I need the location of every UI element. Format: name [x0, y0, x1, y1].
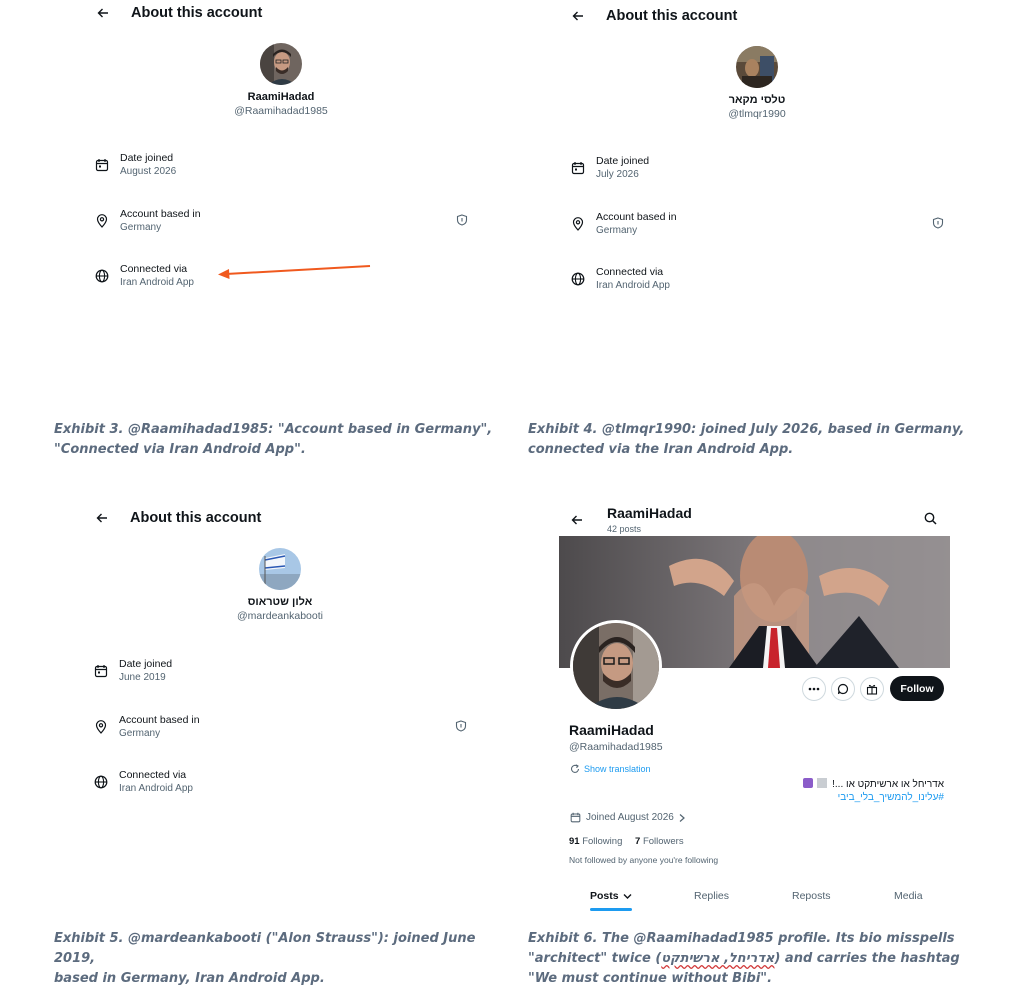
caption-line: based in Germany, Iran Android App. — [54, 971, 325, 986]
caption-line: connected via the Iran Android App. — [528, 442, 794, 457]
user-handle: @Raamihadad1985 — [234, 105, 328, 117]
based-in-label: Account based in — [119, 714, 200, 726]
location-pin-icon — [94, 720, 108, 734]
posts-count: 42 posts — [607, 524, 642, 534]
active-tab-indicator — [590, 908, 632, 911]
exhibit-5-panel — [0, 500, 512, 986]
exhibit-6-panel — [512, 500, 1024, 996]
joined-date — [570, 812, 686, 823]
chevron-right-icon[interactable] — [678, 813, 686, 823]
show-translation-link[interactable] — [570, 764, 651, 774]
date-joined-value: July 2026 — [596, 169, 639, 180]
caption-line: Exhibit 4. @tlmqr1990: joined July 2026, based in Germany, — [528, 422, 965, 437]
page-title: About this account — [606, 8, 738, 24]
page-title: About this account — [131, 5, 263, 21]
avatar — [260, 43, 302, 85]
calendar-icon — [94, 664, 108, 678]
profile-handle: @Raamihadad1985 — [569, 741, 663, 753]
about-header — [95, 510, 261, 526]
based-in-value: Germany — [120, 222, 162, 233]
chat-bubble-icon — [837, 683, 849, 695]
caption-line: Exhibit 6. The @Raamihadad1985 profile. Its bio misspells — [528, 931, 955, 946]
tab-posts[interactable] — [590, 890, 632, 902]
based-in-label: Account based in — [120, 208, 201, 220]
exhibit-6-caption — [528, 929, 1018, 989]
based-in-row — [94, 714, 200, 740]
location-pin-icon — [571, 217, 585, 231]
message-button[interactable] — [831, 677, 855, 701]
followers-count[interactable]: 7 — [635, 836, 641, 847]
connected-via-label: Connected via — [120, 263, 188, 275]
globe-icon — [94, 775, 108, 789]
back-arrow-icon[interactable] — [95, 511, 109, 525]
show-translation-label: Show translation — [584, 764, 651, 774]
following-label[interactable]: Following — [582, 836, 623, 847]
back-arrow-icon[interactable] — [571, 9, 585, 23]
user-handle: @tlmqr1990 — [728, 108, 786, 120]
follow-button[interactable]: Follow — [890, 676, 944, 701]
date-joined-value: June 2019 — [119, 672, 166, 683]
search-icon[interactable] — [924, 512, 937, 525]
based-in-value: Germany — [596, 225, 638, 236]
annotation-arrow-icon — [214, 262, 374, 282]
profile-display-name: RaamiHadad — [569, 722, 654, 738]
based-in-label: Account based in — [596, 211, 677, 223]
chevron-down-icon — [623, 893, 632, 900]
based-in-row — [571, 211, 677, 237]
display-name: RaamiHadad — [247, 91, 315, 103]
connected-via-value: Iran Android App — [120, 277, 194, 288]
gift-button[interactable] — [860, 677, 884, 701]
connected-via-row — [95, 263, 194, 289]
based-in-row — [95, 208, 201, 234]
connected-via-row — [94, 769, 193, 795]
shield-info-icon[interactable] — [456, 214, 468, 226]
exhibit-5-caption — [54, 929, 512, 989]
caption-fragment: ) and carries the hashtag — [774, 951, 960, 966]
date-joined-row — [95, 152, 176, 178]
not-followed-note: Not followed by anyone you're following — [569, 855, 719, 865]
caption-line: "We must continue without Bibi". — [528, 971, 773, 986]
page-title: About this account — [130, 510, 262, 526]
exhibit-3-caption — [54, 420, 492, 460]
gift-icon — [866, 683, 878, 695]
calendar-icon — [570, 812, 581, 823]
profile-avatar — [570, 620, 662, 712]
location-pin-icon — [95, 214, 109, 228]
globe-icon — [95, 269, 109, 283]
display-name: טלסי מקאר — [728, 94, 786, 106]
followers-label[interactable]: Followers — [642, 836, 684, 847]
follow-stats — [569, 836, 684, 847]
connected-via-row — [571, 266, 670, 292]
exhibit-4-panel — [512, 0, 1024, 470]
shield-info-icon[interactable] — [455, 720, 467, 732]
tab-replies[interactable]: Replies — [694, 890, 730, 902]
date-joined-row — [571, 155, 649, 181]
date-joined-row — [94, 658, 172, 684]
tab-media[interactable]: Media — [894, 890, 923, 902]
date-joined-label: Date joined — [596, 155, 650, 167]
display-name: אלון שטראוס — [247, 596, 313, 608]
caption-line: Exhibit 5. @mardeankabooti ("Alon Strauss"): joined June 2019, — [54, 931, 476, 966]
calendar-icon — [95, 158, 109, 172]
connected-via-value: Iran Android App — [596, 280, 670, 291]
avatar — [259, 548, 301, 590]
caption-hebrew-misspelling: אדריחל, ארשיתקט — [661, 951, 775, 966]
based-in-value: Germany — [119, 728, 161, 739]
more-dots-icon — [808, 687, 820, 691]
tab-posts-label: Posts — [590, 890, 619, 902]
caption-line: "Connected via Iran Android App". — [54, 442, 306, 457]
connected-via-label: Connected via — [596, 266, 664, 278]
about-header — [96, 5, 262, 21]
translate-icon — [570, 764, 580, 774]
profile-header-name: RaamiHadad — [607, 505, 692, 521]
back-arrow-icon[interactable] — [571, 513, 583, 525]
globe-icon — [571, 272, 585, 286]
more-options-button[interactable] — [802, 677, 826, 701]
exhibit-3-panel — [0, 0, 512, 470]
user-handle: @mardeankabooti — [237, 610, 323, 622]
bio-text: אדריחל או ארשיתקט או ...! — [832, 779, 944, 790]
date-joined-label: Date joined — [120, 152, 174, 164]
caption-fragment: "architect" twice ( — [528, 951, 662, 966]
shield-info-icon[interactable] — [932, 217, 944, 229]
avatar — [736, 46, 778, 88]
profile-bio-line — [803, 778, 944, 790]
tab-reposts[interactable]: Reposts — [792, 890, 831, 902]
joined-label: Joined August 2026 — [586, 812, 674, 823]
calendar-icon — [571, 161, 585, 175]
profile-hashtag[interactable]: #עלינו_להמשיך_בלי_ביבי — [837, 792, 944, 803]
following-count[interactable]: 91 — [569, 836, 580, 847]
connected-via-label: Connected via — [119, 769, 187, 781]
bank-emoji-icon — [817, 778, 827, 788]
caption-line — [528, 949, 1018, 969]
caption-line: Exhibit 3. @Raamihadad1985: "Account based in Germany", — [54, 422, 493, 437]
back-arrow-icon[interactable] — [96, 6, 110, 20]
date-joined-value: August 2026 — [120, 166, 177, 177]
about-header — [571, 8, 737, 24]
date-joined-label: Date joined — [119, 658, 173, 670]
connected-via-value: Iran Android App — [119, 783, 193, 794]
exhibit-4-caption — [528, 420, 964, 460]
star-of-david-emoji-icon — [803, 778, 813, 788]
